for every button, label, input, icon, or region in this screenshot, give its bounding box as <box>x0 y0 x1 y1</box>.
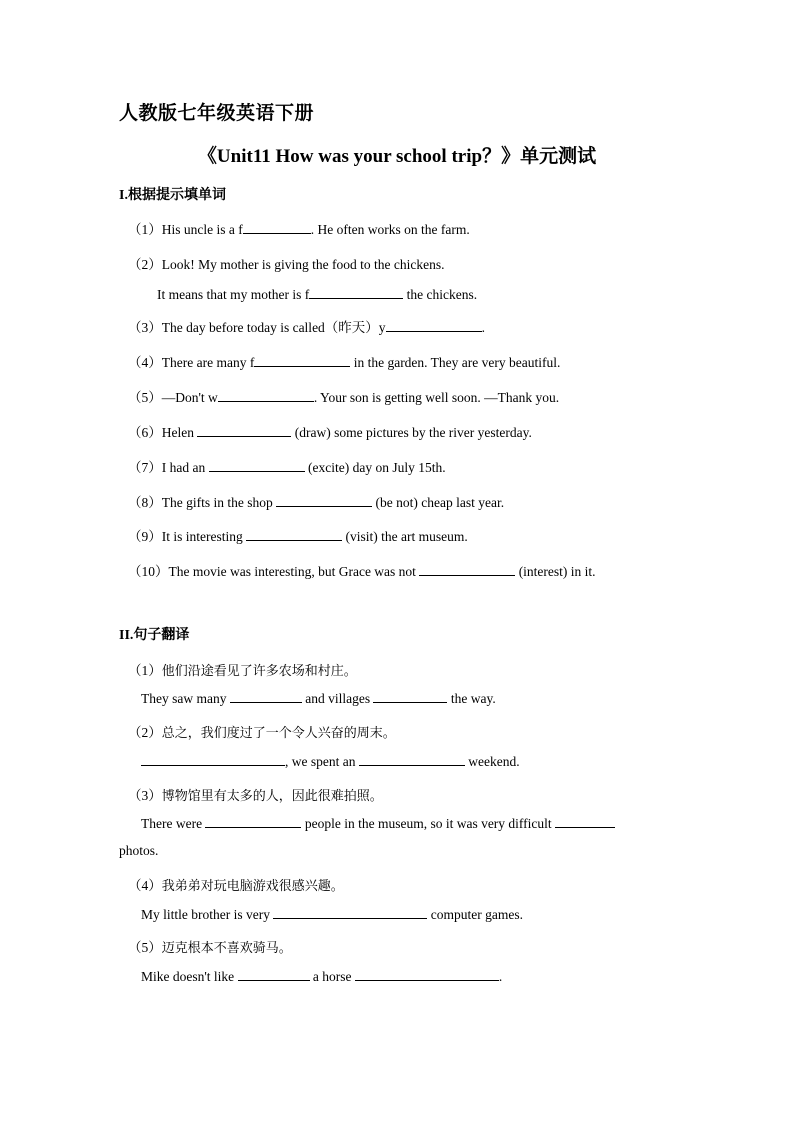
q2-5-chinese <box>128 936 292 956</box>
question-number: （5） <box>128 940 162 955</box>
answer-blank[interactable] <box>555 815 615 828</box>
question-text: The movie was interesting, but Grace was not <box>168 564 420 579</box>
question-number: （4） <box>128 878 162 893</box>
question-text: Look! My mother is giving the food to the chickens. <box>161 257 445 272</box>
q2-5-english <box>141 968 502 985</box>
english-text: people in the museum, so it was very difficult <box>301 816 556 831</box>
q2-1-english <box>141 690 496 707</box>
question-text: (be not) cheap last year. <box>372 495 505 510</box>
english-text: photos. <box>119 843 159 858</box>
document-title: 人教版七年级英语下册 <box>119 103 315 124</box>
english-text: Mike doesn't like <box>141 969 238 984</box>
answer-blank[interactable] <box>355 968 499 981</box>
answer-blank[interactable] <box>373 690 447 703</box>
section-1-heading: I.根据提示填单词 <box>119 188 226 203</box>
question-number: （3） <box>128 320 162 335</box>
english-text: and villages <box>301 691 374 706</box>
answer-blank[interactable] <box>243 221 311 234</box>
answer-blank[interactable] <box>209 459 305 472</box>
answer-blank[interactable] <box>419 563 515 576</box>
question-number: （10） <box>128 564 169 579</box>
question-number: （7） <box>128 460 162 475</box>
question-text: The gifts in the shop <box>161 495 277 510</box>
q1-6 <box>128 421 532 441</box>
question-text: I had an <box>161 460 209 475</box>
answer-blank[interactable] <box>309 286 403 299</box>
question-text: His uncle is a f <box>161 222 243 237</box>
q1-7 <box>128 456 446 476</box>
q1-8 <box>128 491 504 511</box>
question-number: （8） <box>128 495 162 510</box>
question-text: It means that my mother is f <box>157 287 310 302</box>
section-2-heading: II.句子翻译 <box>119 628 190 643</box>
chinese-sentence: 博物馆里有太多的人，因此很难拍照。 <box>161 789 383 804</box>
question-number: （1） <box>128 222 162 237</box>
chinese-sentence: 总之，我们度过了一个令人兴奋的周末。 <box>161 726 396 741</box>
q2-1-chinese <box>128 659 357 679</box>
question-text: . Your son is getting well soon. —Thank you. <box>313 390 560 405</box>
q1-9 <box>128 525 468 545</box>
answer-blank[interactable] <box>230 690 302 703</box>
answer-blank[interactable] <box>238 968 310 981</box>
question-number: （2） <box>128 725 162 740</box>
question-text: Helen <box>161 425 198 440</box>
document-subtitle: 《Unit11 How was your school trip？》单元测试 <box>197 146 597 167</box>
english-text: . <box>498 969 503 984</box>
answer-blank[interactable] <box>197 424 291 437</box>
q1-3 <box>128 316 485 336</box>
answer-blank[interactable] <box>205 815 301 828</box>
question-number: （1） <box>128 663 162 678</box>
q1-1 <box>128 218 470 238</box>
question-text: There are many f <box>161 355 255 370</box>
question-number: （5） <box>128 390 162 405</box>
question-text: . <box>481 320 485 335</box>
answer-blank[interactable] <box>246 528 342 541</box>
english-text: computer games. <box>427 907 523 922</box>
q1-2 <box>128 253 444 273</box>
q2-4-chinese <box>128 874 344 894</box>
english-text: weekend. <box>464 754 520 769</box>
q1-4 <box>128 351 560 371</box>
question-text: the chickens. <box>403 287 478 302</box>
answer-blank[interactable] <box>218 389 314 402</box>
q2-2-english <box>141 753 520 770</box>
english-text: They saw many <box>141 691 230 706</box>
question-number: （9） <box>128 529 162 544</box>
answer-blank[interactable] <box>386 319 482 332</box>
q2-3-english-continued <box>119 843 158 859</box>
answer-blank[interactable] <box>273 906 427 919</box>
question-text: It is interesting <box>161 529 247 544</box>
english-text: a horse <box>309 969 355 984</box>
q1-2-continued <box>157 286 477 303</box>
answer-blank[interactable] <box>254 354 350 367</box>
q2-3-chinese <box>128 784 383 804</box>
answer-blank[interactable] <box>276 494 372 507</box>
answer-blank[interactable] <box>359 753 465 766</box>
english-text: There were <box>141 816 206 831</box>
english-text: My little brother is very <box>141 907 274 922</box>
question-text: (visit) the art museum. <box>342 529 468 544</box>
chinese-sentence: 我弟弟对玩电脑游戏很感兴趣。 <box>161 879 344 894</box>
question-number: （6） <box>128 425 162 440</box>
q1-10 <box>128 560 596 580</box>
question-text: . He often works on the farm. <box>310 222 470 237</box>
question-text: The day before today is called（昨天）y <box>161 320 386 335</box>
question-number: （4） <box>128 355 162 370</box>
question-text: (draw) some pictures by the river yesterday. <box>291 425 532 440</box>
question-text: (interest) in it. <box>515 564 596 579</box>
q1-5 <box>128 386 559 406</box>
q2-4-english <box>141 906 523 923</box>
question-number: （3） <box>128 788 162 803</box>
q2-2-chinese <box>128 721 396 741</box>
question-text: in the garden. They are very beautiful. <box>350 355 561 370</box>
answer-blank[interactable] <box>141 753 285 766</box>
chinese-sentence: 他们沿途看见了许多农场和村庄。 <box>161 664 357 679</box>
question-text: —Don't w <box>161 390 218 405</box>
question-number: （2） <box>128 257 162 272</box>
english-text: , we spent an <box>285 754 359 769</box>
english-text: the way. <box>447 691 496 706</box>
q2-3-english <box>141 815 615 832</box>
question-text: (excite) day on July 15th. <box>304 460 446 475</box>
chinese-sentence: 迈克根本不喜欢骑马。 <box>161 941 292 956</box>
